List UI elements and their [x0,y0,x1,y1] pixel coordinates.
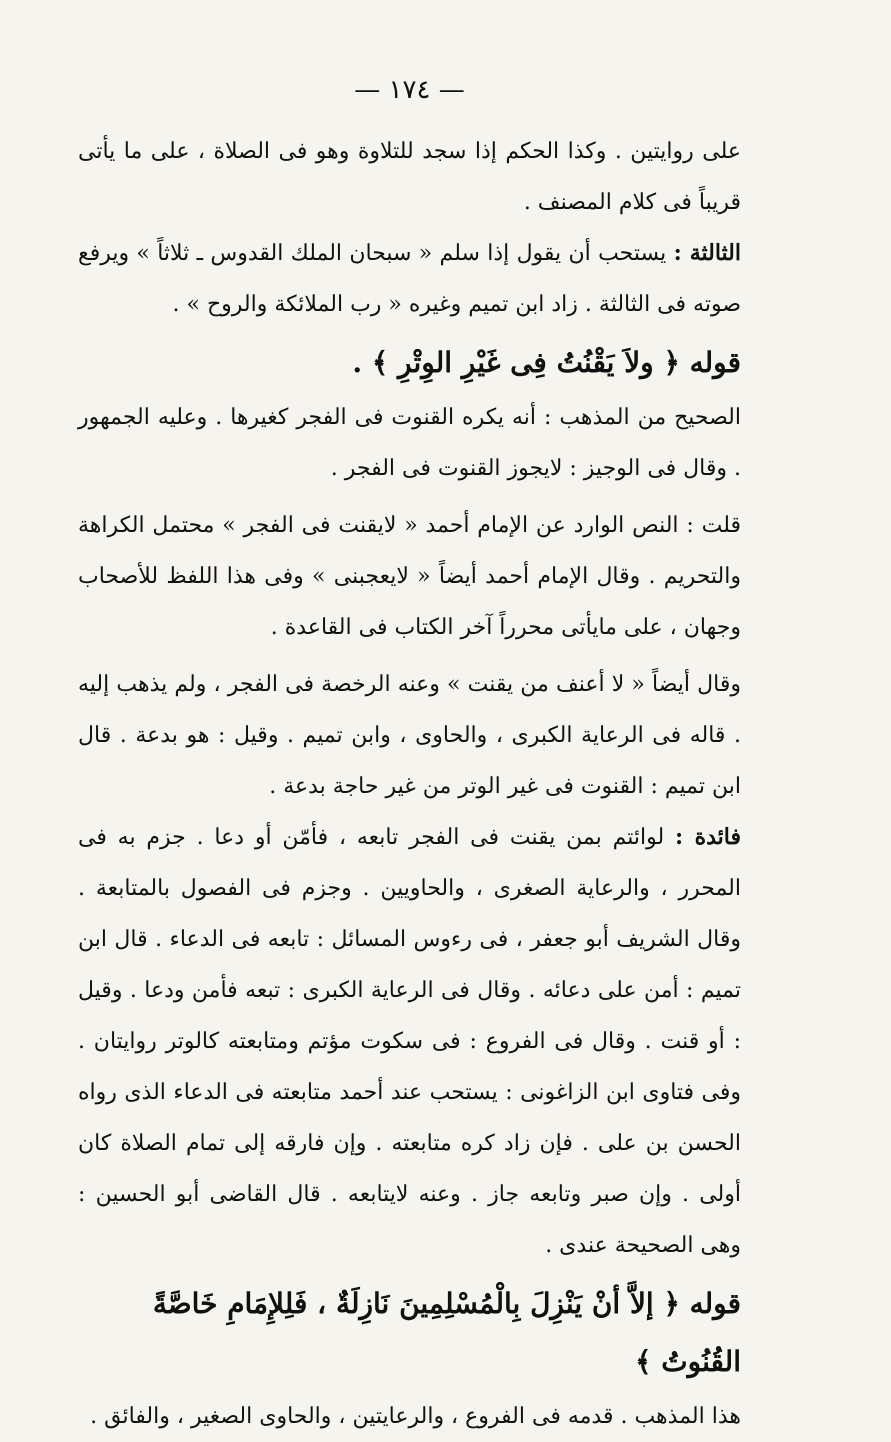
paragraph-body: لوائتم بمن يقنت فى الفجر تابعه ، فأمّن أو دعا . جزم به فى المحرر ، والرعاية الصغرى ، والحاويين . وجزم فى الفصول بالمتابعة . وقال الشريف أبو جعفر ، فى رءوس المسائل : تابعه فى الدعاء . قال ابن تميم : أمن على دعائه . وقال فى الرعاية الكبرى : تبعه فأمن ودعا . وقيل : أو قنت . وقال فى الفروع : فى سكوت مؤتم ومتابعته كالوتر روايتان . وفى فتاوى ابن الزاغونى : يستحب عند أحمد متابعته فى الدعاء الذى رواه الحسن بن على . فإن زاد كره متابعته . وإن فارقه إلى تمام الصلاة كان أولى . وإن صبر وتابعه جاز . وعنه لايتابعه . قال القاضى أبو الحسين : وهى الصحيحة عندى . [78,825,741,1258]
paragraph [78,812,741,1271]
section-heading: قوله ﴿ ولاَ يَقْنُتُ فِى غَيْرِ الوِتْرِ ﴾ . [352,346,741,379]
paragraph [78,228,741,330]
paragraph: وقال أيضاً « لا أعنف من يقنت » وعنه الرخصة فى الفجر ، ولم يذهب إليه . قاله فى الرعاية الكبرى ، والحاوى ، وابن تميم . وقيل : هو بدعة . قال ابن تميم : القنوت فى غير الوتر من غير حاجة بدعة . [78,672,741,799]
paragraph-body: يستحب أن يقول إذا سلم « سبحان الملك القدوس ـ ثلاثاً » ويرفع صوته فى الثالثة . زاد ابن تميم وغيره « رب الملائكة والروح » . [78,241,741,317]
paragraph: هذا المذهب . قدمه فى الفروع ، والرعايتين ، والحاوى الصغير ، والفائق . [90,1404,741,1429]
page-number: — ١٧٤ — [354,75,465,105]
paragraph: على روايتين . وكذا الحكم إذا سجد للتلاوة وهو فى الصلاة ، على ما يأتى قريباً فى كلام المصنف . [78,139,741,215]
paragraph: قلت : النص الوارد عن الإمام أحمد « لايقنت فى الفجر » محتمل الكراهة والتحريم . وقال الإمام أحمد أيضاً « لايعجبنى » وفى هذا اللفظ للأصحاب وجهان ، على مايأتى محرراً آخر الكتاب فى القاعدة . [78,513,741,640]
paragraph: الصحيح من المذهب : أنه يكره القنوت فى الفجر كغيرها . وعليه الجمهور . وقال فى الوجيز : لايجوز القنوت فى الفجر . [78,405,741,481]
paragraph-lead: الثالثة : [673,240,741,266]
paragraph-lead: فائدة : [674,824,742,850]
section-heading: قوله ﴿ إلاَّ أنْ يَنْزِلَ بِالْمُسْلِمِينَ نَازِلَةٌ ، فَلِلإِمَامِ خَاصَّةً القُنُوتُ ﴾ [152,1287,741,1378]
